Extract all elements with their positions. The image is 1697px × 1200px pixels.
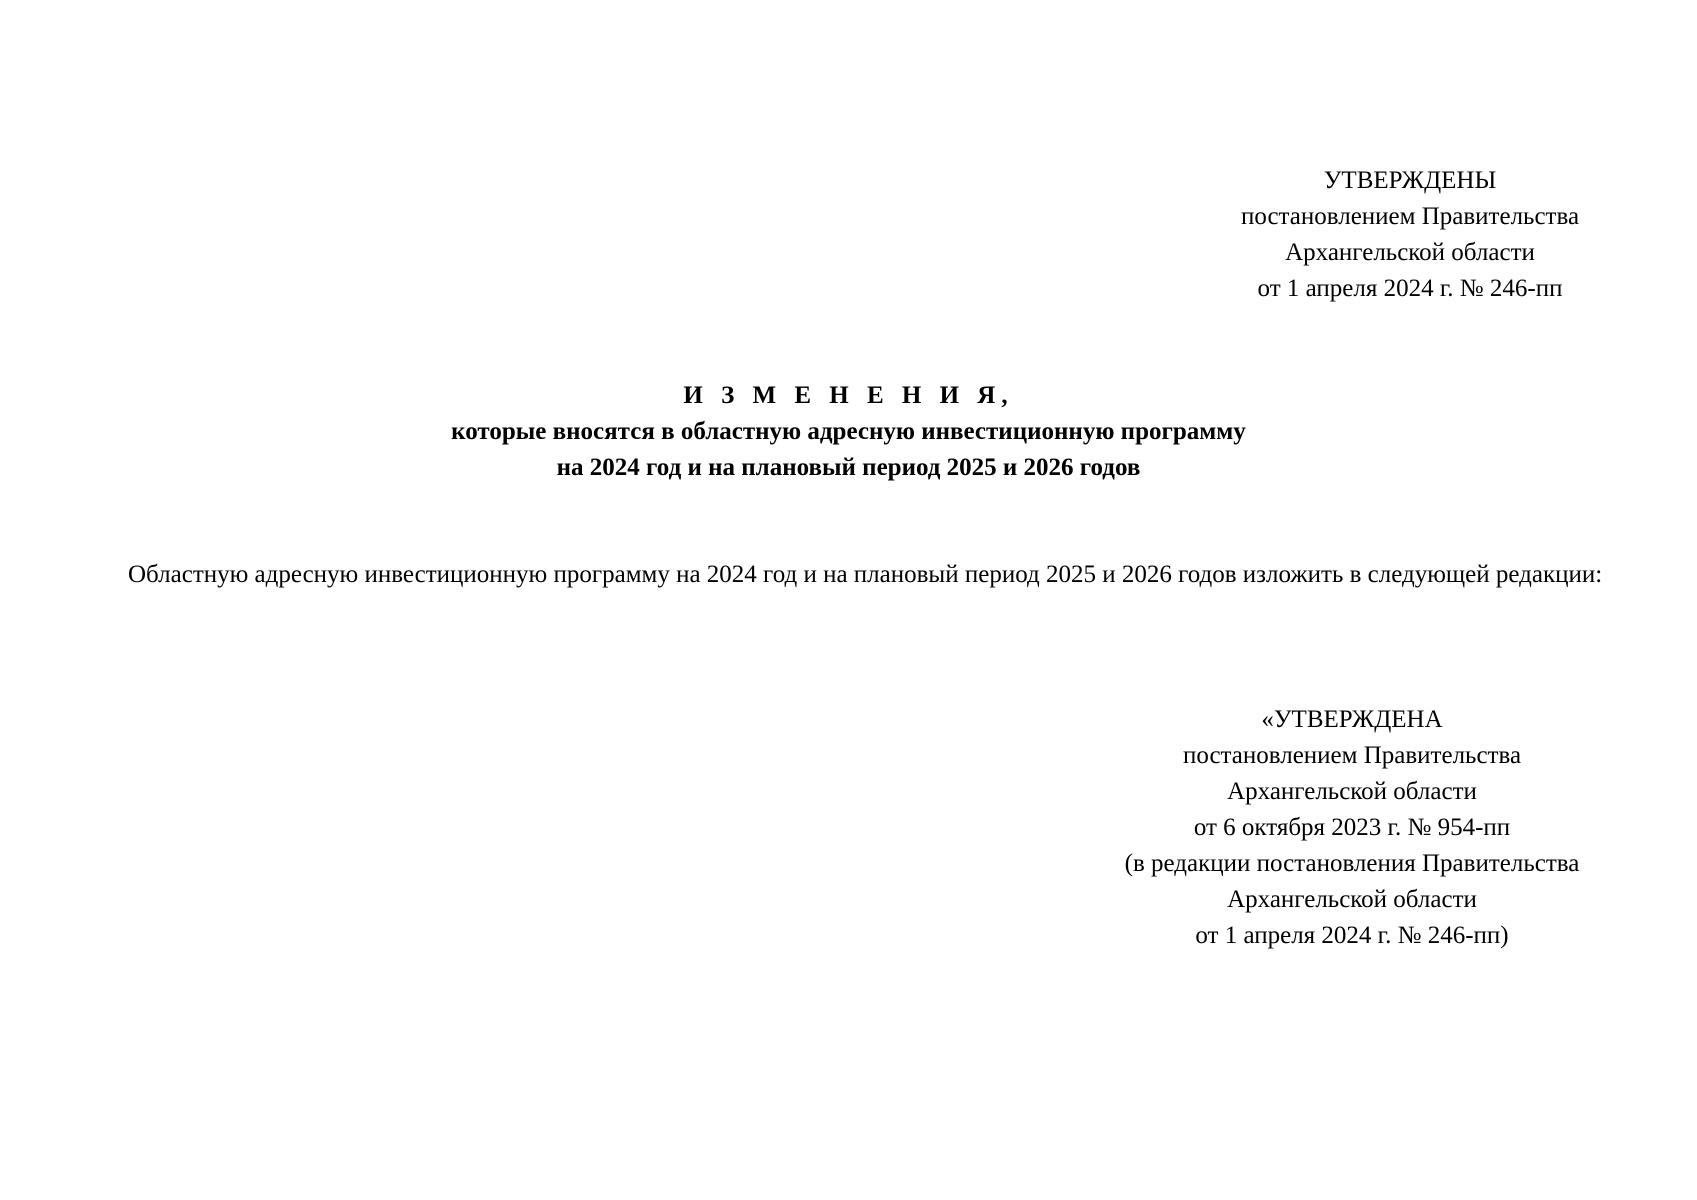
approval-top-line: Архангельской области [1285, 239, 1535, 266]
approval-bottom-line: Архангельской области [1227, 886, 1477, 913]
approval-top-line: постановлением Правительства [1240, 203, 1580, 230]
approval-bottom-line: от 1 апреля 2024 г. № 246-пп) [1195, 922, 1509, 949]
title-line: которые вносятся в областную адресную инвестиционную программу [451, 418, 1246, 445]
approval-bottom-line: постановлением Правительства [1182, 742, 1522, 769]
approval-top-line: от 1 апреля 2024 г. № 246-пп [1257, 275, 1563, 302]
document-title [0, 378, 1697, 486]
title-heading: И З М Е Н Е Н И Я, [683, 382, 1014, 409]
approval-bottom-line: Архангельской области [1227, 778, 1477, 805]
body-paragraph: Областную адресную инвестиционную программу на 2024 год и на плановый период 2025 и 2026 годов изложить в следующей редакции: [128, 561, 1603, 588]
approval-top-line: УТВЕРЖДЕНЫ [1323, 167, 1497, 194]
approval-bottom-line: (в редакции постановления Правительства [1124, 850, 1580, 877]
approval-bottom-line: от 6 октября 2023 г. № 954-пп [1193, 814, 1511, 841]
approval-stamp-bottom [1082, 702, 1622, 954]
title-line: на 2024 год и на плановый период 2025 и 2026 годов [556, 454, 1141, 481]
approval-bottom-line: «УТВЕРЖДЕНА [1261, 706, 1443, 733]
approval-stamp-top [1160, 163, 1660, 307]
